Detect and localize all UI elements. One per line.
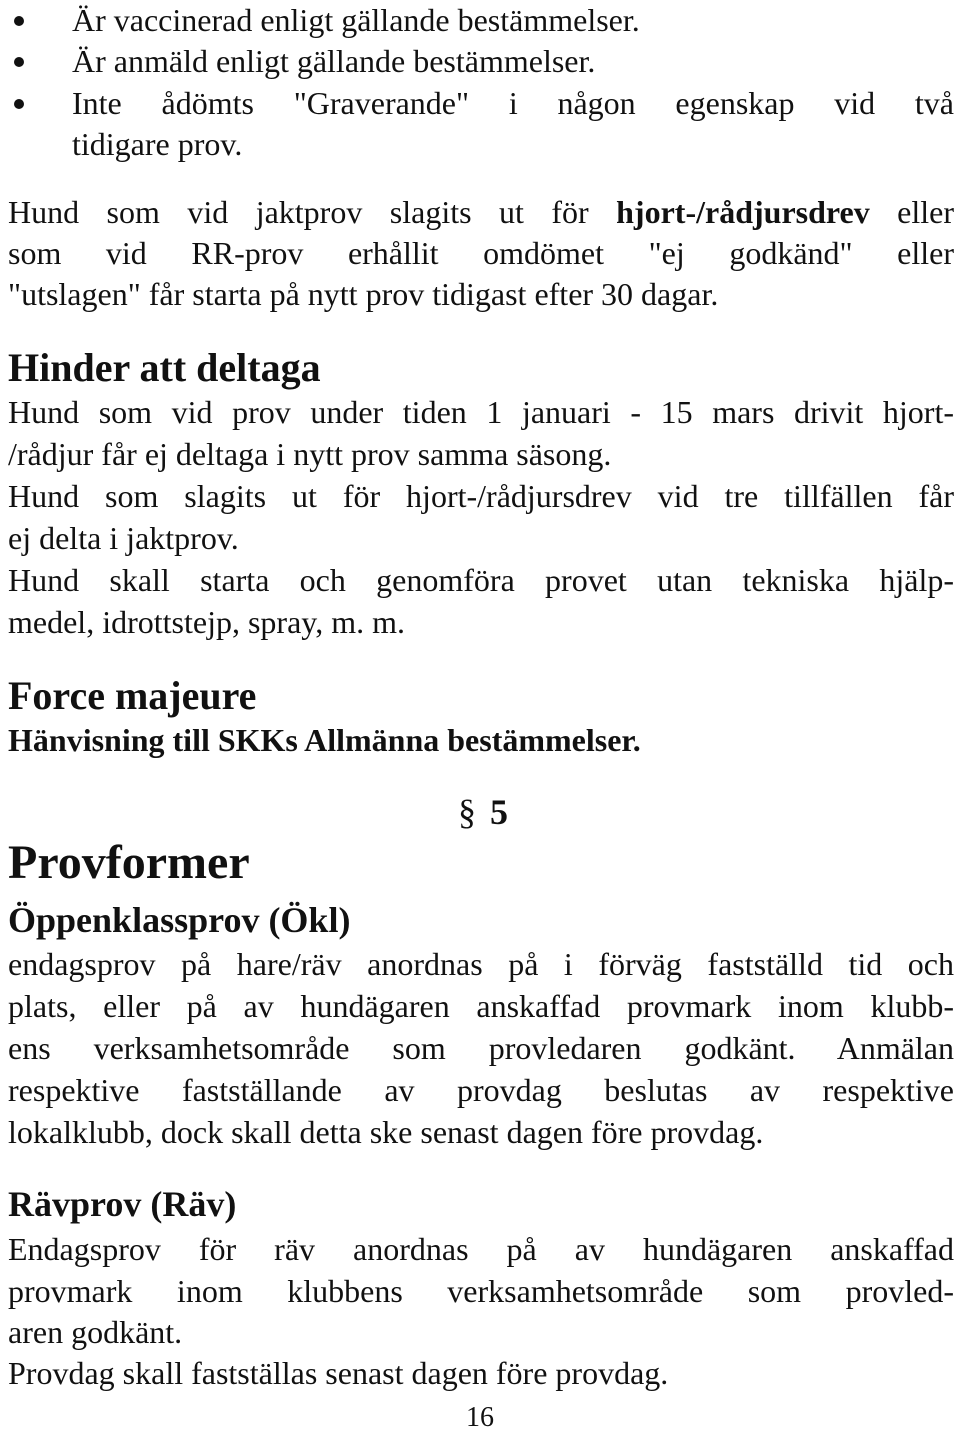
paragraph-line: medel, idrottstejp, spray, m. m. [8, 604, 405, 640]
bullet-icon [14, 99, 24, 109]
bullet-item: Är vaccinerad enligt gällande bestämmelser. [72, 2, 640, 38]
paragraph-line: Hund som vid prov under tiden 1 januari - 15 mars drivit hjort- [8, 394, 954, 430]
paragraph-line: respektive fastställande av provdag beslutas av respektive [8, 1072, 954, 1108]
paragraph-line: plats, eller på av hundägaren anskaffad provmark inom klubb- [8, 988, 954, 1024]
section-heading: Force majeure [8, 673, 257, 718]
paragraph-line: "utslagen" får starta på nytt prov tidigast efter 30 dagar. [8, 276, 719, 312]
page-number: 16 [466, 1402, 494, 1433]
paragraph-line: aren godkänt. [8, 1314, 183, 1350]
paragraph-line: provmark inom klubbens verksamhetsområde som provled- [8, 1273, 954, 1309]
chapter-heading: Provformer [8, 836, 250, 889]
paragraph-line: ens verksamhetsområde som provledaren godkänt. Anmälan [8, 1030, 954, 1066]
section-heading: Hinder att deltaga [8, 345, 321, 390]
paragraph-line: Hund som vid jaktprov slagits ut för hjort-/rådjursdrev eller [8, 194, 955, 230]
paragraph-line: Hund skall starta och genomföra provet utan tekniska hjälp- [8, 562, 954, 598]
paragraph-line: endagsprov på hare/räv anordnas på i förväg fastställd tid och [8, 946, 954, 982]
bullet-item: Är anmäld enligt gällande bestämmelser. [72, 43, 596, 79]
paragraph-line: lokalklubb, dock skall detta ske senast dagen före provdag. [8, 1114, 764, 1150]
section-number: § 5 [458, 792, 508, 832]
paragraph-line: Hund som slagits ut för hjort-/rådjursdrev vid tre tillfällen får [8, 478, 954, 514]
paragraph-line: Endagsprov för räv anordnas på av hundägaren anskaffad [8, 1231, 954, 1267]
bullet-item: Inte ådömts "Graverande" i någon egenskap vid två [72, 85, 954, 121]
subheading: Hänvisning till SKKs Allmänna bestämmelser. [8, 722, 641, 758]
bullet-item-continuation: tidigare prov. [72, 126, 243, 162]
section-symbol: § [458, 792, 476, 832]
bullet-icon [14, 57, 24, 67]
paragraph-line: som vid RR-prov erhållit omdömet "ej godkänd" eller [8, 235, 954, 271]
bullet-icon [14, 16, 24, 26]
section-heading: Rävprov (Räv) [8, 1184, 237, 1224]
paragraph-line: Provdag skall fastställas senast dagen före provdag. [8, 1355, 669, 1391]
section-heading: Öppenklassprov (Ökl) [8, 900, 351, 940]
paragraph-line: /rådjur får ej deltaga i nytt prov samma säsong. [8, 436, 612, 472]
paragraph-line: ej delta i jaktprov. [8, 520, 239, 556]
emphasis-text: hjort-/rådjursdrev [616, 194, 870, 230]
